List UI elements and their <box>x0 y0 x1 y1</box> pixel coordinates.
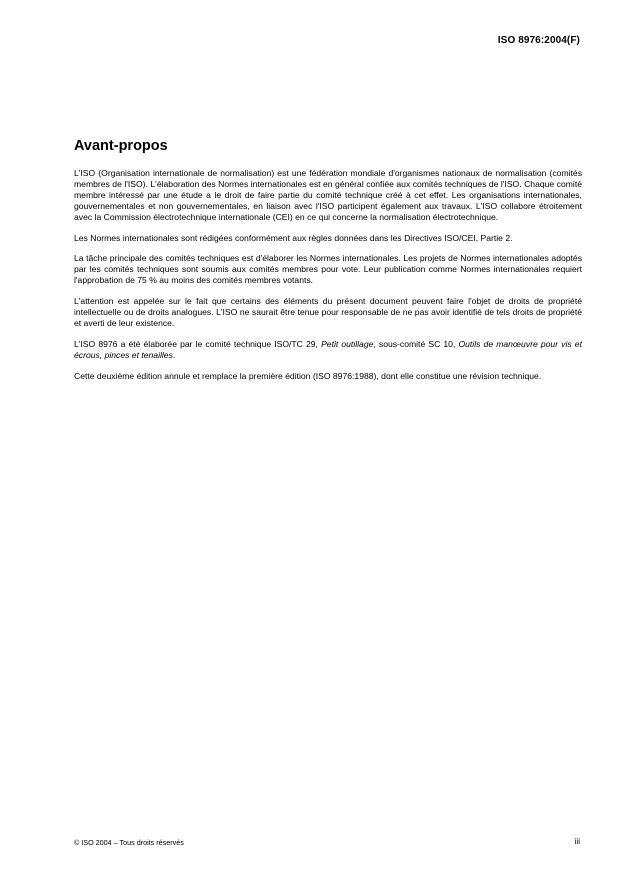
document-code: ISO 8976:2004(F) <box>497 35 580 46</box>
footer-page-number: iii <box>574 837 580 846</box>
footer-copyright: © ISO 2004 – Tous droits réservés <box>74 838 184 847</box>
elaboration-subcommittee-title: Outils de manœuvre pour vis et écrous, pinces et tenailles <box>74 338 582 360</box>
elaboration-text-2: , sous-comité SC 10, <box>373 338 459 349</box>
paragraph-technical-committees: La tâche principale des comités techniques est d'élaborer les Normes internationales. Les projets de Normes internationales adoptés par les comités techniques sont soumis aux comités membres pour vote. Leur publication comme Normes internationales requiert l'approbation de 75 % au moins des comités membres votants. <box>74 253 582 286</box>
paragraph-directives: Les Normes internationales sont rédigées conformément aux règles données dans les Directives ISO/CEI, Partie 2. <box>74 232 513 243</box>
elaboration-committee-title: Petit outillage <box>321 338 374 349</box>
foreword-section <box>74 138 582 392</box>
paragraph-elaboration <box>74 339 582 361</box>
page-title: Avant-propos <box>74 138 168 154</box>
paragraph-edition: Cette deuxième édition annule et remplace la première édition (ISO 8976:1988), dont elle constitue une révision technique. <box>74 370 542 381</box>
elaboration-text-1: L'ISO 8976 a été élaborée par le comité technique ISO/TC 29, <box>74 338 322 349</box>
elaboration-text-3: . <box>172 349 176 360</box>
paragraph-iso-organisation: L'ISO (Organisation internationale de normalisation) est une fédération mondiale d'organismes nationaux de normalisation (comités membres de l'ISO). L'élaboration des Normes internationales est en général confiée aux comités techniques de l'ISO. Chaque comité membre intéressé par une étude a le droit de faire partie du comité technique créé à cet effet. Les organisations internationales, gouvernementales et non gouvernementales, en liaison avec l'ISO participent également aux travaux. L'ISO collabore étroitement avec la Commission électrotechnique internationale (CEI) en ce qui concerne la normalisation électrotechnique. <box>74 168 582 222</box>
paragraph-patent-rights: L'attention est appelée sur le fait que certains des éléments du présent document peuvent faire l'objet de droits de propriété intellectuelle ou de droits analogues. L'ISO ne saurait être tenue pour responsable de ne pas avoir identifié de tels droits de propriété et averti de leur existence. <box>74 296 582 328</box>
